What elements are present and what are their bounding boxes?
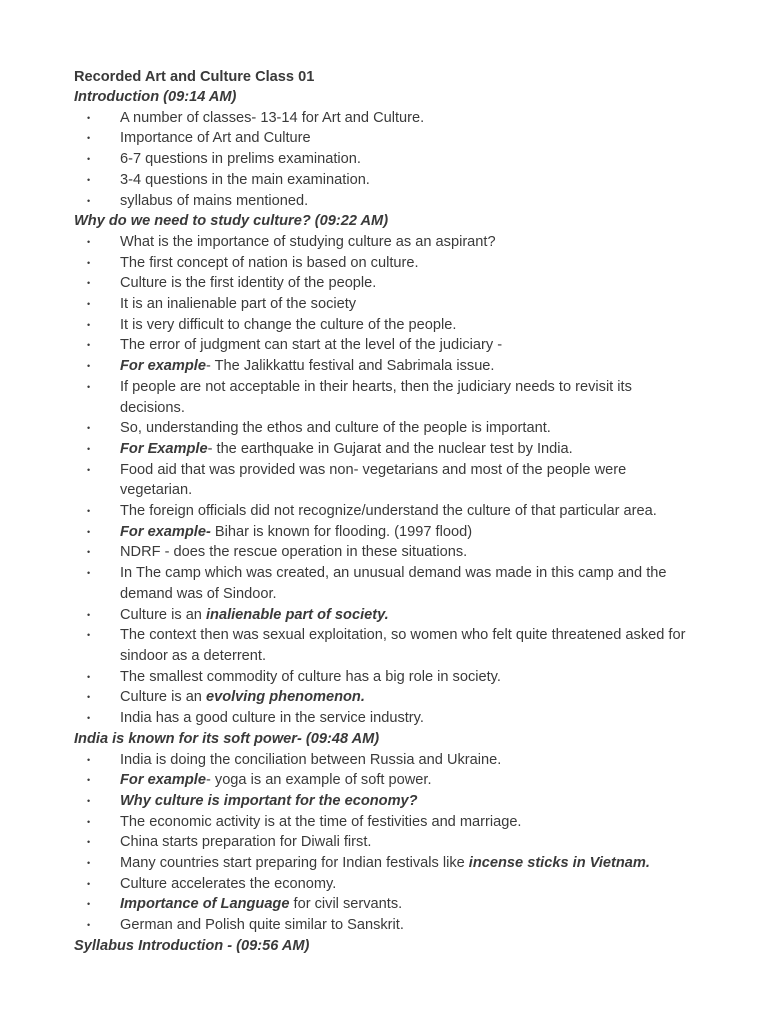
list-item <box>0 522 768 543</box>
item-text: Importance of Art and Culture <box>120 130 311 147</box>
item-text: Bihar is known for flooding. (1997 flood) <box>210 523 473 540</box>
item-text: What is the importance of studying culture as an aspirant? <box>120 233 496 250</box>
list-item <box>0 542 768 563</box>
list-item <box>0 191 768 212</box>
bullet-list <box>0 108 768 212</box>
list-item <box>0 708 768 729</box>
item-text: for civil servants. <box>289 896 403 913</box>
list-item <box>0 563 768 604</box>
list-item <box>0 687 768 708</box>
document-title: Recorded Art and Culture Class 01 <box>74 69 315 85</box>
item-text: Culture is an <box>120 689 206 706</box>
section-heading: India is known for its soft power- (09:48 AM) <box>74 730 380 747</box>
item-text: So, understanding the ethos and culture of the people is important. <box>120 420 551 437</box>
emphasis-text: incense sticks in Vietnam. <box>468 855 650 872</box>
list-item <box>0 108 768 129</box>
list-item <box>0 356 768 377</box>
list-item <box>0 915 768 936</box>
item-text: It is an inalienable part of the society <box>120 296 357 313</box>
list-item <box>0 128 768 149</box>
item-text: 3-4 questions in the main examination. <box>120 171 370 188</box>
list-item <box>0 832 768 853</box>
item-text: - The Jalikkattu festival and Sabrimala issue. <box>205 358 495 375</box>
list-item <box>0 605 768 626</box>
emphasis-text: For Example <box>120 440 208 457</box>
emphasis-text: For example- <box>120 523 211 540</box>
item-text: Culture is an <box>120 606 206 623</box>
document-body <box>0 87 768 957</box>
emphasis-text: For example <box>120 358 206 375</box>
section-heading: Introduction (09:14 AM) <box>74 89 237 105</box>
list-item <box>0 315 768 336</box>
list-item <box>0 667 768 688</box>
item-text: Culture accelerates the economy. <box>120 875 337 892</box>
list-item <box>0 232 768 253</box>
list-item <box>0 750 768 771</box>
item-text: It is very difficult to change the culture of the people. <box>120 316 457 333</box>
item-text: German and Polish quite similar to Sanskrit. <box>120 917 404 934</box>
item-text: A number of classes- 13-14 for Art and Culture. <box>120 109 425 126</box>
section-heading: Syllabus Introduction - (09:56 AM) <box>74 937 310 954</box>
list-item <box>0 812 768 833</box>
item-text: - the earthquake in Gujarat and the nuclear test by India. <box>207 440 573 457</box>
list-item <box>0 149 768 170</box>
list-item <box>0 501 768 522</box>
list-item <box>0 335 768 356</box>
emphasis-text: Why culture is important for the economy? <box>120 792 418 809</box>
item-text: India has a good culture in the service industry. <box>120 710 424 727</box>
item-text: In The camp which was created, an unusual demand was made in this camp and the demand was of Sindoor. <box>120 565 667 602</box>
item-text: The foreign officials did not recognize/understand the culture of that particular area. <box>120 503 657 520</box>
list-item <box>0 770 768 791</box>
emphasis-text: inalienable part of society. <box>205 606 389 623</box>
list-item <box>0 253 768 274</box>
list-item <box>0 791 768 812</box>
list-item <box>0 294 768 315</box>
item-text: Food aid that was provided was non- vegetarians and most of the people were vegetarian. <box>120 461 627 499</box>
item-text: syllabus of mains mentioned. <box>120 192 309 209</box>
item-text: 6-7 questions in prelims examination. <box>120 151 361 168</box>
list-item <box>0 170 768 191</box>
list-item <box>0 439 768 460</box>
item-text: China starts preparation for Diwali first. <box>120 834 372 851</box>
list-item <box>0 874 768 895</box>
list-item <box>0 377 768 418</box>
list-item <box>0 460 768 501</box>
item-text: Many countries start preparing for Indian festivals like <box>120 855 469 872</box>
item-text: - yoga is an example of soft power. <box>205 772 432 789</box>
list-item <box>0 853 768 874</box>
item-text: India is doing the conciliation between Russia and Ukraine. <box>120 751 502 768</box>
list-item <box>0 625 768 666</box>
item-text: The smallest commodity of culture has a big role in society. <box>120 668 501 685</box>
emphasis-text: Importance of Language <box>120 896 290 913</box>
item-text: The first concept of nation is based on culture. <box>120 254 419 271</box>
section-heading: Why do we need to study culture? (09:22 AM) <box>74 213 389 230</box>
bullet-list <box>0 232 768 729</box>
item-text: The economic activity is at the time of festivities and marriage. <box>120 813 522 830</box>
bullet-list <box>0 750 768 936</box>
item-text: The error of judgment can start at the level of the judiciary - <box>120 337 503 354</box>
item-text: The context then was sexual exploitation, so women who felt quite threatened asked for sindoor as a deterrent. <box>120 627 686 664</box>
list-item <box>0 894 768 915</box>
list-item <box>0 273 768 294</box>
list-item <box>0 418 768 439</box>
emphasis-text: evolving phenomenon. <box>205 689 365 706</box>
item-text: Culture is the first identity of the people. <box>120 275 377 292</box>
item-text: If people are not acceptable in their hearts, then the judiciary needs to revisit its decisions. <box>120 378 632 416</box>
emphasis-text: For example <box>120 772 206 789</box>
item-text: NDRF - does the rescue operation in these situations. <box>120 544 468 561</box>
